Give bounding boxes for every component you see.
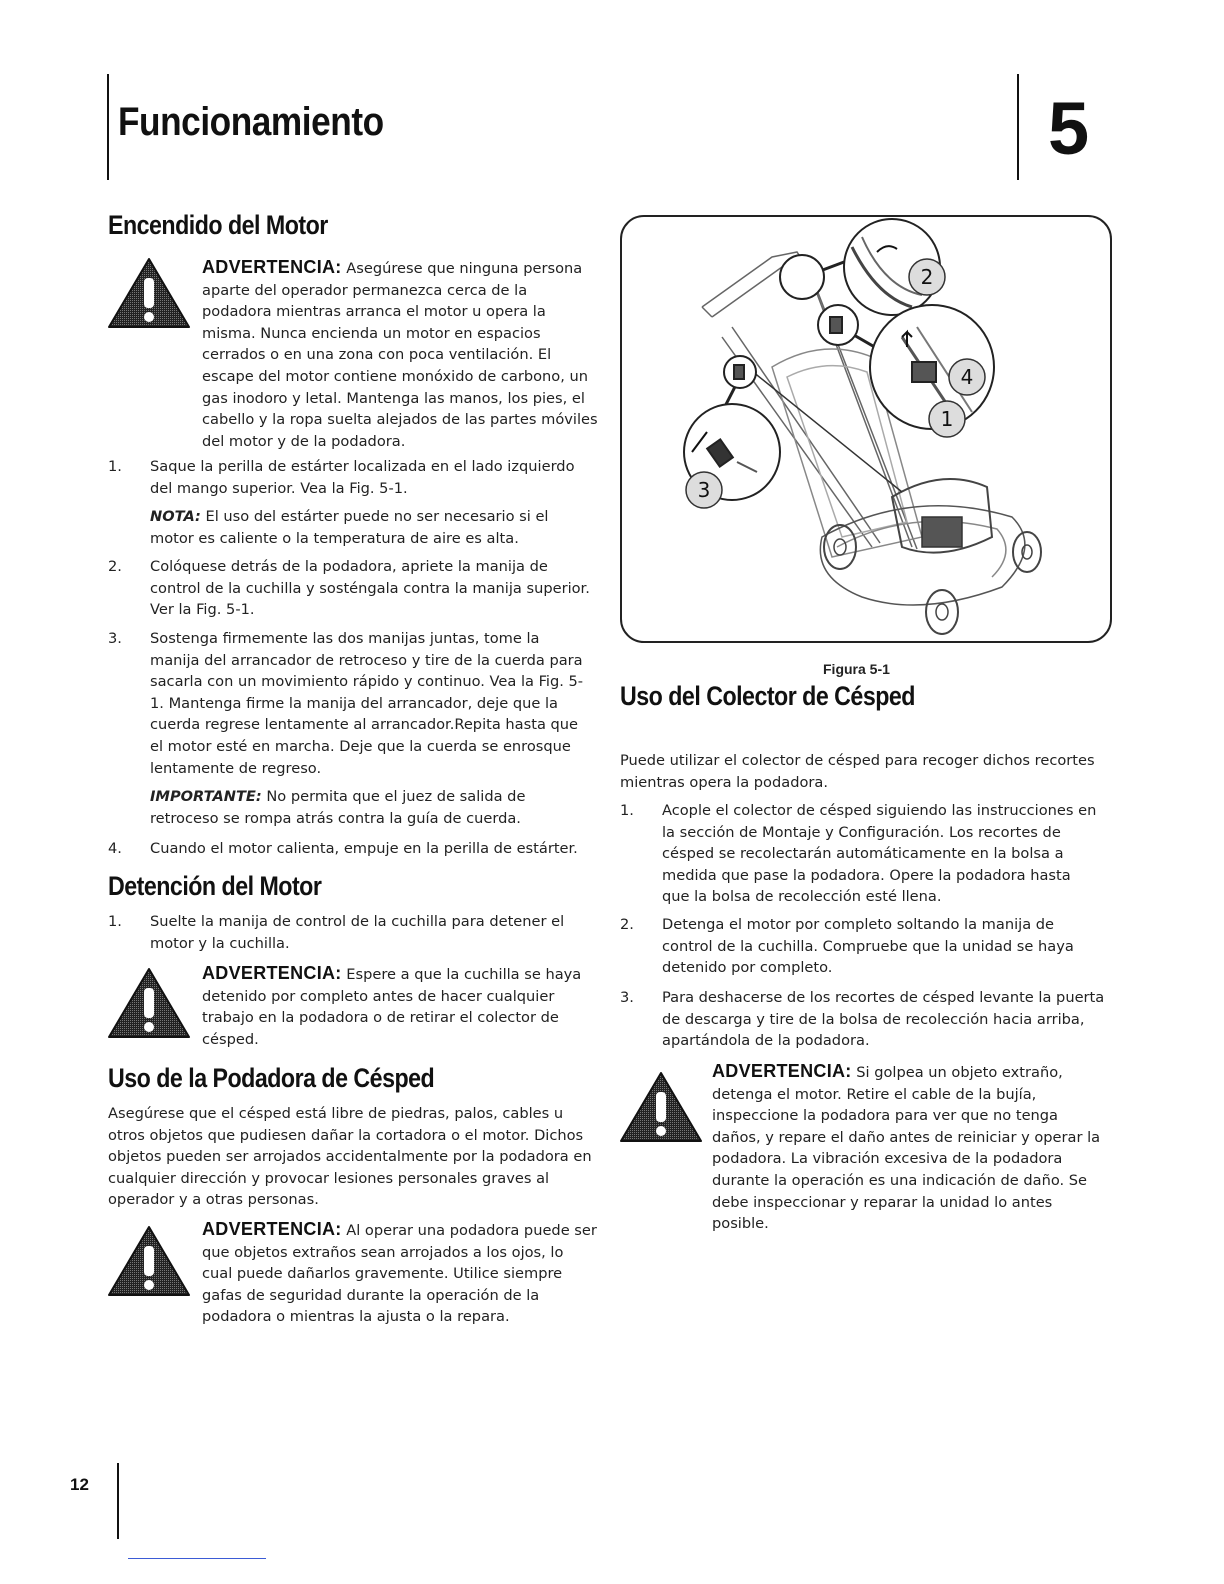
- paragraph-uso-colector: Puede utilizar el colector de césped para recoger dichos recortes mientras opera la podadora.: [620, 752, 1095, 791]
- figure-caption: Figura 5-1: [823, 661, 890, 677]
- note-label: NOTA:: [150, 508, 201, 525]
- callout-2: 2: [920, 265, 934, 289]
- paragraph-uso-podadora: Asegúrese que el césped está libre de piedras, palos, cables u otros objetos que pudiesen dañar la cortadora o el motor. Dichos objetos pueden ser arrojados accidentalmente por la podadora en cualquier dirección y provocar lesiones personales graves al operador y a otras personas.: [108, 1105, 592, 1209]
- callout-1: 1: [940, 407, 954, 431]
- callout-3: 3: [697, 478, 711, 502]
- footer-rule: [117, 1463, 119, 1539]
- note-block: [150, 506, 590, 549]
- warning-encendido: [202, 257, 598, 452]
- bottom-link-underline: [128, 1558, 266, 1559]
- heading-uso-colector: Uso del Colector de Césped: [620, 681, 915, 711]
- important-label: IMPORTANTE:: [150, 788, 262, 805]
- callout-4: 4: [960, 365, 974, 389]
- header-rule-right: [1017, 74, 1019, 180]
- warning-text: Espere a que la cuchilla se haya detenido por completo antes de hacer cualquier trabajo en la podadora o de retirar el colector de césped.: [202, 966, 582, 1048]
- important-block: [150, 786, 580, 829]
- important-text: No permita que el juez de salida de retroceso se rompa atrás contra la guía de cuerda.: [150, 788, 526, 827]
- lawnmower-illustration: [622, 217, 1110, 641]
- warning-triangle-icon: [106, 256, 192, 330]
- warning-triangle-icon: [106, 966, 192, 1040]
- warning-label: ADVERTENCIA:: [202, 257, 342, 277]
- warning-triangle-icon: [618, 1070, 704, 1144]
- warning-text: Asegúrese que ninguna persona aparte del operador permanezca cerca de la podadora mientras arranca el motor u opera la misma. Nunca encienda un motor en espacios cerrados o en una zona con poca ventilación. El escape del motor contiene monóxido de carbono, un gas inodoro y letal. Mantenga las manos, los pies, el cabello y la ropa suelta alejados de las partes móviles del motor y de la podadora.: [202, 260, 598, 450]
- header-rule-left: [107, 74, 109, 180]
- heading-uso-podadora: Uso de la Podadora de Césped: [108, 1063, 435, 1093]
- warning-uso-colector: [712, 1061, 1106, 1235]
- warning-uso-podadora: [202, 1219, 598, 1328]
- warning-text: Si golpea un objeto extraño, detenga el motor. Retire el cable de la bujía, inspeccione la podadora para ver que no tenga daños, y repare el daño antes de reiniciar y operar la podadora. La vibración excesiva de la podadora durante la operación es una indicación de daño. Se debe inspeccionar y reparar la unidad lo antes posible.: [712, 1064, 1101, 1233]
- warning-detencion: [202, 963, 582, 1050]
- warning-label: ADVERTENCIA:: [202, 963, 342, 983]
- warning-label: ADVERTENCIA:: [202, 1219, 342, 1239]
- heading-detencion: Detención del Motor: [108, 871, 322, 901]
- note-text: El uso del estárter puede no ser necesario si el motor es caliente o la temperatura de aire es alta.: [150, 508, 549, 547]
- page-number: 12: [70, 1475, 89, 1494]
- heading-encendido: Encendido del Motor: [108, 210, 328, 240]
- chapter-title: Funcionamiento: [118, 100, 384, 144]
- warning-triangle-icon: [106, 1224, 192, 1298]
- chapter-number: 5: [1048, 87, 1090, 170]
- warning-label: ADVERTENCIA:: [712, 1061, 852, 1081]
- warning-text: Al operar una podadora puede ser que objetos extraños sean arrojados a los ojos, lo cual puede dañarlos gravemente. Utilice siempre gafas de seguridad durante la operación de la podadora o mientras la ajusta o la repara.: [202, 1222, 597, 1326]
- figure-5-1: [620, 215, 1112, 643]
